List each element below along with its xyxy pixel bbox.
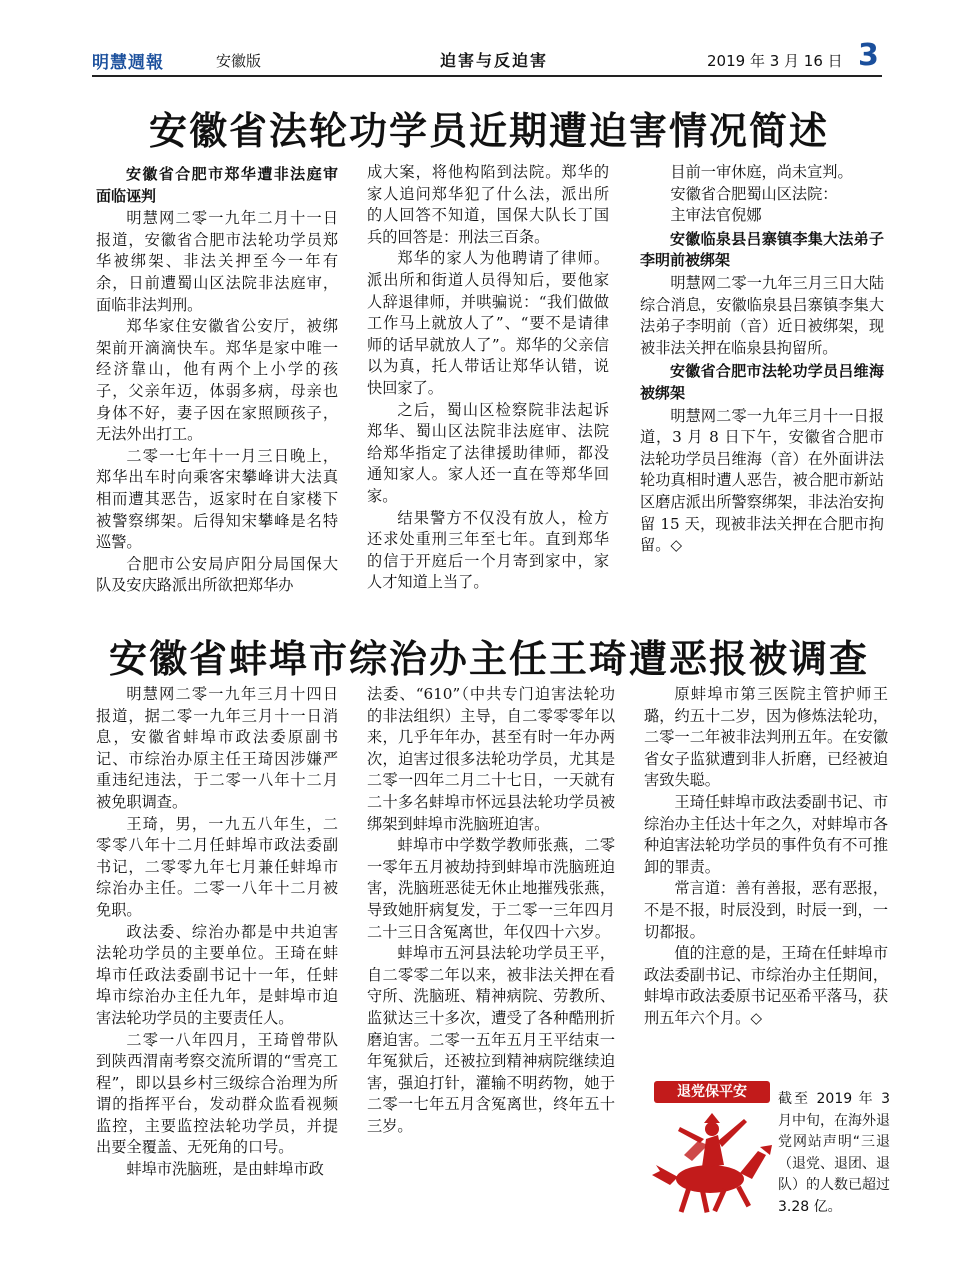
paragraph: 值的注意的是，王琦在任蚌埠市政法委副书记、市综治办主任期间，蚌埠市政法委原书记巫希平落马，获刑五年六个月。◇ <box>644 944 888 1027</box>
paragraph: 王琦，男，一九五八年生，二零零八年十二月任蚌埠市政法委副书记，二零零九年七月兼任蚌埠市综治办主任。二零一八年十二月被免职。 <box>96 814 338 919</box>
quit-party-box <box>644 1075 890 1217</box>
issue-date: 2019 年 3 月 16 日 <box>707 52 843 70</box>
paragraph: 郑华的家人为他聘请了律师。派出所和街道人员得知后，要他家人辞退律师，并哄骗说：“我们做做工作马上就放人了”、“要不是请律师的话早就放人了”。郑华的父亲信以为真，托人带话让郑华认错，说快回家了。 <box>367 249 609 397</box>
quit-party-banner: 退党保平安 <box>654 1081 770 1103</box>
page-number: 3 <box>858 38 879 73</box>
paragraph: 原蚌埠市第三医院主管护师王璐，约五十二岁，因为修炼法轮功，二零一二年被非法判刑五年。在安徽省女子监狱遭到非人折磨，已经被迫害致失聪。 <box>644 685 888 790</box>
paragraph: 常言道：善有善报，恶有恶报，不是不报，时辰没到，时辰一到，一切都报。 <box>644 879 888 941</box>
article1-subheading-3: 安徽省合肥市法轮功学员吕维海被绑架 <box>640 362 884 402</box>
paragraph: 明慧网二零一九年三月十一日报道，3 月 8 日下午，安徽省合肥市法轮功学员吕维海（音）在外面讲法轮功真相时遭人恶告，被合肥市新站区磨店派出所警察绑架，非法治安拘留 15 天，现被非法关押在合肥市拘留。◇ <box>640 406 884 555</box>
paragraph: 目前一审休庭，尚未宣判。 <box>670 163 853 181</box>
masthead: 明慧週報 <box>92 53 164 73</box>
paragraph: 蚌埠市五河县法轮功学员王平，自二零零二年以来，被非法关押在看守所、洗脑班、精神病院、劳教所、监狱达三十多次，遭受了各种酷刑折磨迫害。二零一五年五月王平结束一年冤狱后，还被拉到精神病院继续迫害，强迫打针，灌输不明药物，她于二零一七年五月含冤离世，终年五十三岁。 <box>367 944 615 1135</box>
edition-label: 安徽版 <box>216 52 262 70</box>
section-title: 迫害与反迫害 <box>440 51 549 70</box>
article1-headline: 安徽省法轮功学员近期遭迫害情况简述 <box>148 108 829 153</box>
paragraph: 结果警方不仅没有放人，检方还求处重刑三年至七年。直到郑华的信于开庭后一个月寄到家中，家人才知道上当了。 <box>367 508 609 592</box>
paragraph: 合肥市公安局庐阳分局国保大队及安庆路派出所欲把郑华办 <box>96 554 338 595</box>
horse-rider-illustration <box>648 1105 778 1217</box>
paragraph: 二零一七年十一月三日晚上，郑华出车时向乘客宋攀峰讲大法真相而遭其恶告，返家时在自家楼下被警察绑架。后得知宋攀峰是名特巡警。 <box>96 446 338 552</box>
article2-column-3 <box>644 684 888 1030</box>
paragraph: 明慧网二零一九年二月十一日报道，安徽省合肥市法轮功学员郑华被绑架、非法关押至今一年有余，日前遭蜀山区法院非法庭审，面临非法判刑。 <box>96 209 338 314</box>
quit-party-text: 截至 2019 年 3 月中旬，在海外退党网站声明“三退（退党、退团、退队）的人数已超过 3.28 亿。 <box>778 1091 890 1215</box>
paragraph: 二零一八年四月，王琦曾带队到陕西渭南考察交流所谓的“雪亮工程”，即以县乡村三级综合治理为所谓的指挥平台，发动群众监看视频监控，主要监控法轮功学员，并提出要全覆盖、无死角的口号。 <box>96 1030 338 1157</box>
article1-column-3 <box>640 162 884 557</box>
article1-column-2 <box>367 162 609 594</box>
article2-headline: 安徽省蚌埠市综治办主任王琦遭恶报被调查 <box>108 636 869 681</box>
paragraph: 明慧网二零一九年三月十四日报道，据二零一九年三月十一日消息，安徽省蚌埠市政法委原副书记、市综治办原主任王琦因涉嫌严重违纪违法，于二零一八年十二月被免职调查。 <box>96 685 338 811</box>
paragraph: 主审法官倪娜 <box>670 206 762 225</box>
paragraph: 蚌埠市洗脑班，是由蚌埠市政 <box>126 1160 324 1179</box>
article1-subheading-2: 安徽临泉县吕寨镇李集大法弟子李明前被绑架 <box>640 229 884 270</box>
article1-column-1 <box>96 162 354 597</box>
paragraph: 王琦任蚌埠市政法委副书记、市综治办主任达十年之久，对蚌埠市各种迫害法轮功学员的事件负有不可推卸的罪责。 <box>644 792 888 876</box>
article1-subheading: 安徽省合肥市郑华遭非法庭审 面临诬判 <box>96 165 354 205</box>
article2-column-1 <box>96 684 338 1181</box>
page-header <box>92 38 882 74</box>
paragraph: 政法委、综治办都是中共迫害法轮功学员的主要单位。王琦在蚌埠市任政法委副书记十一年，任蚌埠市综治办主任九年，是蚌埠市迫害法轮功学员的主要责任人。 <box>96 922 338 1027</box>
paragraph: 明慧网二零一九年三月三日大陆综合消息，安徽临泉县吕寨镇李集大法弟子李明前（音）近日被绑架，现被非法关押在临泉县拘留所。 <box>640 273 884 357</box>
paragraph: 郑华家住安徽省公安厅，被绑架前开滴滴快车。郑华是家中唯一经济靠山，他有两个上小学的孩子，父亲年迈，体弱多病，母亲也身体不好，妻子因在家照顾孩子，无法外出打工。 <box>96 317 338 444</box>
paragraph: 之后，蜀山区检察院非法起诉郑华、蜀山区法院非法庭审、法院给郑华指定了法律援助律师，都没通知家人。家人还一直在等郑华回家。 <box>367 400 609 505</box>
paragraph: 法委、“610”（中共专门迫害法轮功的非法组织）主导，自二零零零年以来，几乎年年办，甚至有时一年办两次，迫害过很多法轮功学员，尤其是二零一四年二月二十七日，一天就有二十多名蚌埠市怀远县法轮功学员被绑架到蚌埠市洗脑班迫害。 <box>367 685 615 833</box>
paragraph: 安徽省合肥蜀山区法院： <box>670 184 838 203</box>
article2-column-2 <box>367 684 615 1137</box>
header-divider <box>92 75 882 77</box>
paragraph: 蚌埠市中学数学教师张燕，二零一零年五月被劫持到蚌埠市洗脑班迫害，洗脑班恶徒无休止地摧残张燕，导致她肝病复发，于二零一三年四月二十三日含冤离世，年仅四十六岁。 <box>367 836 615 941</box>
paragraph: 成大案，将他构陷到法院。郑华的家人追问郑华犯了什么法，派出所的人回答不知道，国保大队长丁国兵的回答是：刑法三百条。 <box>367 163 609 246</box>
